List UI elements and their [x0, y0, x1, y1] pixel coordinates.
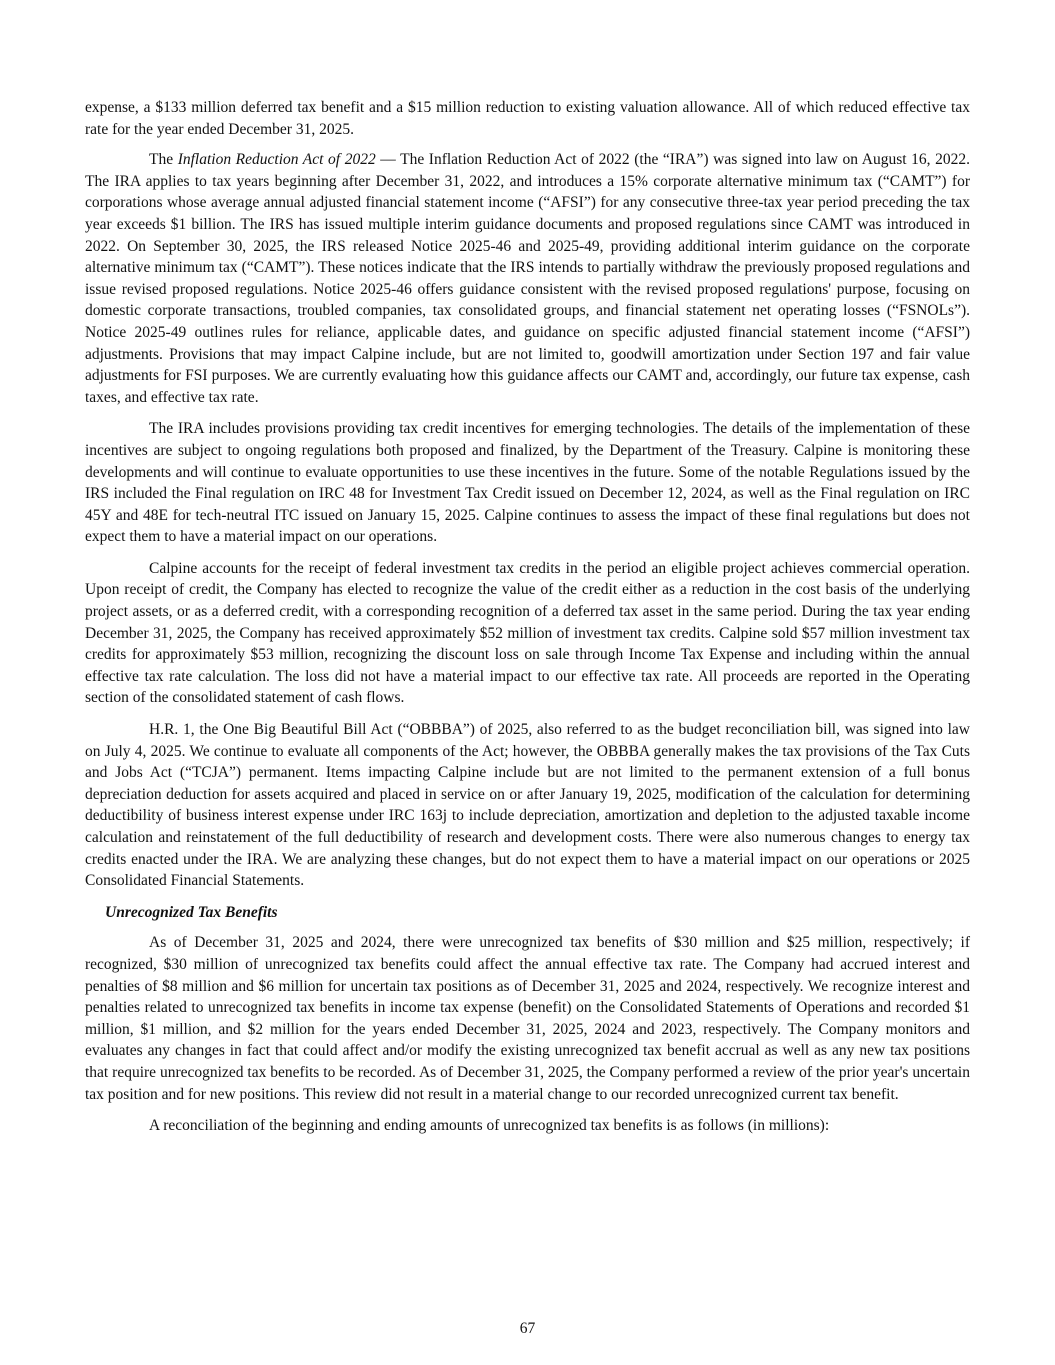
paragraph-unrecognized-tax-benefits: As of December 31, 2025 and 2024, there were unrecognized tax benefits of $30 million and $25 million, respectively; if recognized, $30 million of unrecognized tax benefits could affect the annual effective tax rate. The Company had accrued interest and penalties of $8 million and $6 million for uncertain tax positions as of December 31, 2025 and 2024, respectively. We recognize interest and penalties related to unrecognized tax benefits in income tax expense (benefit) on the Consolidated Statements of Operations and recorded $1 million, $1 million, and $2 million for the years ended December 31, 2025, 2024 and 2023, respectively. The Company monitors and evaluates any changes in fact that could affect and/or modify the existing unrecognized tax benefit accrual as well as any new tax positions that require unrecognized tax benefits to be recorded. As of December 31, 2025, the Company performed a review of the prior year's uncertain tax position and for new positions. This review did not result in a material change to our recorded unrecognized current tax benefit.: [85, 934, 970, 1103]
paragraph-inflation-reduction-act: [85, 149, 970, 408]
section-heading-unrecognized-tax-benefits: Unrecognized Tax Benefits: [105, 903, 278, 921]
act-title-italic: Inflation Reduction Act of 2022: [177, 151, 376, 169]
page-number: 67: [519, 1320, 536, 1337]
paragraph-reconciliation-intro: A reconciliation of the beginning and ending amounts of unrecognized tax benefits is as follows (in millions):: [149, 1117, 830, 1135]
paragraph-lead: The: [149, 151, 178, 169]
document-body: [85, 97, 970, 1147]
paragraph-ira-incentives: The IRA includes provisions providing tax credit incentives for emerging technologies. The details of the implementation of these incentives are subject to ongoing regulations both proposed and finalized, by the Department of the Treasury. Calpine is monitoring these developments and will continue to evaluate opportunities to use these incentives in the future. Some of the notable Regulations issued by the IRS included the Final regulation on IRC 48 for Investment Tax Credit issued on December 12, 2024, as well as the Final regulation on IRC 45Y and 48E for tech-neutral ITC issued on January 15, 2025. Calpine continues to assess the impact of these final regulations but does not expect them to have a material impact on our operations.: [85, 420, 970, 546]
paragraph-valuation-allowance: expense, a $133 million deferred tax benefit and a $15 million reduction to existing valuation allowance. All of which reduced effective tax rate for the year ended December 31, 2025.: [85, 99, 970, 138]
paragraph-investment-tax-credits: Calpine accounts for the receipt of federal investment tax credits in the period an eligible project achieves commercial operation. Upon receipt of credit, the Company has elected to recognize the value of the credit either as a reduction in the cost basis of the underlying project assets, or as a deferred credit, with a corresponding recognition of a deferred tax asset in the same period. During the tax year ending December 31, 2025, the Company has received approximately $52 million of investment tax credits. Calpine sold $57 million investment tax credits for approximately $53 million, recognizing the discount loss on sale through Income Tax Expense and including within the annual effective tax rate calculation. The loss did not have a material impact to our effective tax rate. All proceeds are reported in the Operating section of the consolidated statement of cash flows.: [85, 559, 970, 707]
paragraph-text: — The Inflation Reduction Act of 2022 (the “IRA”) was signed into law on August 16, 2022. The IRA applies to tax years beginning after December 31, 2022, and introduces a 15% corporate alternative minimum tax (“CAMT”) for corporations whose average annual adjusted financial statement income (“AFSI”) for any consecutive three-tax year period preceding the tax year exceeds $1 billion. The IRS has issued multiple interim guidance documents and proposed regulations since CAMT was introduced in 2022. On September 30, 2025, the IRS released Notice 2025-46 and 2025-49, providing additional interim guidance on the corporate alternative minimum tax (“CAMT”). These notices indicate that the IRS intends to partially withdraw the previously proposed regulations and issue revised proposed regulations. Notice 2025-46 offers guidance consistent with the revised proposed regulations' purpose, focusing on domestic corporate transactions, troubled companies, tax consolidated groups, and financial statement net operating losses (“FSNOLs”). Notice 2025-49 outlines rules for reliance, applicable dates, and guidance on specific adjusted financial statement income (“AFSI”) adjustments. Provisions that may impact Calpine include, but are not limited to, goodwill amortization under Section 197 and fair value adjustments for FSI purposes. We are currently evaluating how this guidance affects our CAMT and, accordingly, our future tax expense, cash taxes, and effective tax rate.: [85, 151, 970, 406]
paragraph-obbba: H.R. 1, the One Big Beautiful Bill Act (“OBBBA”) of 2025, also referred to as the budget reconciliation bill, was signed into law on July 4, 2025. We continue to evaluate all components of the Act; however, the OBBBA generally makes the tax provisions of the Tax Cuts and Jobs Act (“TCJA”) permanent. Items impacting Calpine include but are not limited to the permanent extension of a full bonus depreciation deduction for assets acquired and placed in service on or after January 19, 2025, modification of the calculation for determining deductibility of business interest expense under IRC 163j to include depreciation, amortization and depletion to the adjusted taxable income calculation and reinstatement of the full deductibility of research and development costs. There were also numerous changes to energy tax credits enacted under the IRA. We are analyzing these changes, but do not expect them to have a material impact on our operations or 2025 Consolidated Financial Statements.: [85, 721, 970, 890]
